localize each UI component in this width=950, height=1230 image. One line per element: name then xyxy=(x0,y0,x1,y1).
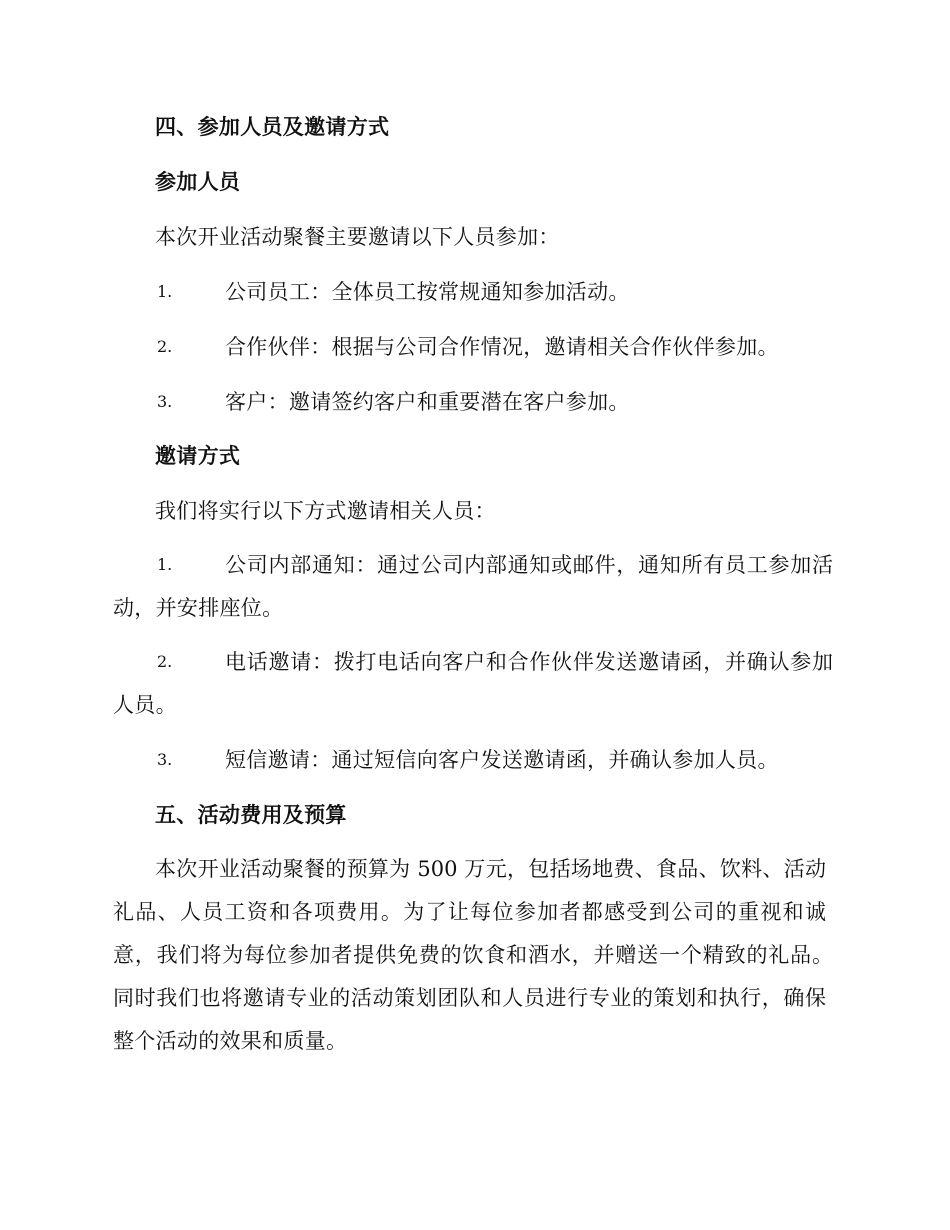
invitation-item-2-number: 2. xyxy=(157,652,173,671)
invitation-item-3-text: 短信邀请：通过短信向客户发送邀请函，并确认参加人员。 xyxy=(225,748,779,772)
section-5-title: 五、活动费用及预算 xyxy=(155,802,347,827)
budget-paragraph-line-1: 本次开业活动聚餐的预算为 500 万元，包括场地费、食品、饮料、活动 xyxy=(155,857,826,881)
participants-item-1-text: 公司员工：全体员工按常规通知参加活动。 xyxy=(225,280,630,304)
participants-item-3-number: 3. xyxy=(157,392,173,411)
invitation-item-2-line-1: 电话邀请：拨打电话向客户和合作伙伴发送邀请函，并确认参加 xyxy=(225,650,833,674)
budget-paragraph-line-2: 礼品、人员工资和各项费用。为了让每位参加者都感受到公司的重视和诚 xyxy=(113,900,826,924)
section-4-title: 四、参加人员及邀请方式 xyxy=(155,114,390,139)
participants-item-3-text: 客户：邀请签约客户和重要潜在客户参加。 xyxy=(225,390,630,414)
invitation-item-1-number: 1. xyxy=(157,555,173,574)
participants-item-1-number: 1. xyxy=(157,282,173,301)
participants-item-2-text: 合作伙伴：根据与公司合作情况，邀请相关合作伙伴参加。 xyxy=(225,335,779,359)
invitation-item-3-number: 3. xyxy=(157,750,173,769)
participants-heading: 参加人员 xyxy=(155,169,241,194)
participants-item-2-number: 2. xyxy=(157,337,173,356)
budget-paragraph-line-3: 意，我们将为每位参加者提供免费的饮食和酒水，并赠送一个精致的礼品。 xyxy=(113,943,833,967)
invitation-intro: 我们将实行以下方式邀请相关人员： xyxy=(155,499,496,523)
invitation-item-1-line-1: 公司内部通知：通过公司内部通知或邮件，通知所有员工参加活 xyxy=(225,553,833,577)
budget-paragraph-line-4: 同时我们也将邀请专业的活动策划团队和人员进行专业的策划和执行，确保 xyxy=(113,986,826,1010)
participants-intro: 本次开业活动聚餐主要邀请以下人员参加： xyxy=(155,225,560,249)
invitation-item-1-line-2: 动，并安排座位。 xyxy=(113,596,284,620)
invitation-heading: 邀请方式 xyxy=(155,443,241,468)
budget-paragraph-line-5: 整个活动的效果和质量。 xyxy=(113,1029,348,1053)
invitation-item-2-line-2: 人员。 xyxy=(113,693,177,717)
